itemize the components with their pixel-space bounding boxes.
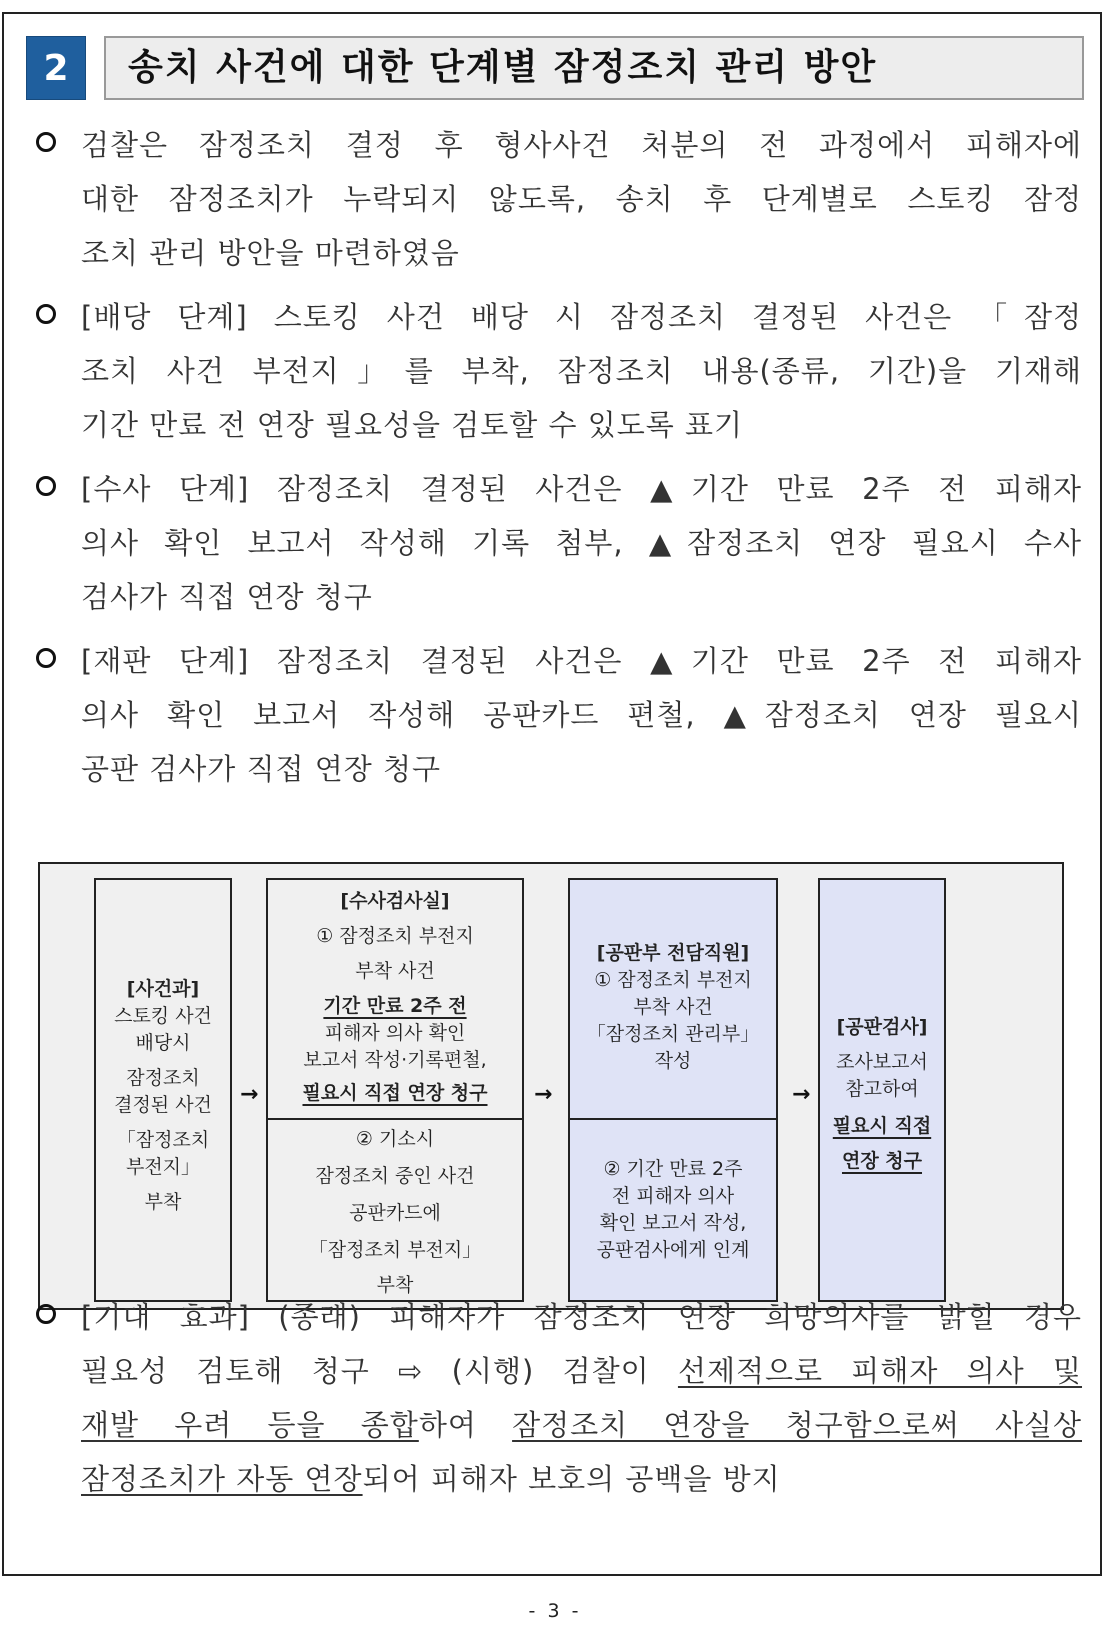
paragraph-line: 의사 확인 보고서 작성해 공판카드 편철, ▲잠정조치 연장 필요시 — [81, 698, 1082, 732]
section-number: 2 — [26, 36, 86, 100]
box-divider — [570, 1118, 776, 1120]
box-line: 보고서 작성·기록편철, — [303, 1049, 487, 1071]
paragraph-line: 검사가 직접 연장 청구 — [81, 580, 373, 614]
bullet-paragraph-investigation-stage — [36, 462, 1082, 624]
box-line: 「잠정조치 관리부」 — [586, 1023, 760, 1045]
circle-bullet-icon — [36, 1304, 56, 1324]
paragraph-line: [배당 단계] 스토킹 사건 배당 시 잠정조치 결정된 사건은 「잠정 — [81, 300, 1082, 334]
paragraph-line: 검찰은 잠정조치 결정 후 형사사건 처분의 전 과정에서 피해자에 — [81, 128, 1082, 162]
arrow-right-icon: → — [534, 1082, 553, 1107]
section-title: 송치 사건에 대한 단계별 잠정조치 관리 방안 — [104, 36, 1084, 100]
box-line: 부착 — [376, 1274, 414, 1296]
bullet-paragraph-assignment-stage — [36, 290, 1082, 452]
paragraph-line: 조치 관리 방안을 마련하였음 — [81, 236, 460, 270]
box-title: [수사검사실] — [340, 890, 450, 912]
box-line: 「잠정조치 부전지」 — [308, 1239, 482, 1261]
trial-prosecutor-box — [818, 878, 946, 1302]
box-line: ② 기간 만료 2주 — [603, 1158, 743, 1180]
bullet-paragraph-expected-effect — [36, 1290, 1082, 1506]
box-line-emphasis: 기간 만료 2주 전 — [323, 995, 467, 1017]
box-line: 배당시 — [135, 1032, 191, 1054]
paragraph-line: [재판 단계] 잠정조치 결정된 사건은 ▲기간 만료 2주 전 피해자 — [81, 644, 1082, 678]
box-line: 피해자 의사 확인 — [324, 1022, 466, 1044]
box-line: 공판검사에게 인계 — [596, 1239, 750, 1261]
paragraph-line: [기대 효과] (종래) 피해자가 잠정조치 연장 희망의사를 밝힐 경우 — [81, 1300, 1082, 1334]
circle-bullet-icon — [36, 304, 56, 324]
underlined-text: 선제적으로 피해자 의사 및 — [677, 1354, 1083, 1388]
circle-bullet-icon — [36, 476, 56, 496]
box-line: 작성 — [654, 1050, 692, 1072]
section-header — [26, 36, 1084, 100]
box-line: 전 피해자 의사 — [611, 1185, 735, 1207]
process-diagram — [38, 862, 1064, 1310]
box-line: 확인 보고서 작성, — [599, 1212, 747, 1234]
box-line: ② 기소시 — [355, 1128, 435, 1150]
arrow-right-icon: → — [792, 1082, 811, 1107]
box-line-emphasis: 필요시 직접 — [832, 1115, 932, 1137]
box-line: 「잠정조치 — [116, 1129, 210, 1151]
bullet-paragraph-intro — [36, 118, 1082, 280]
box-title: [사건과] — [126, 978, 200, 1000]
paragraph-line: 조치 사건 부전지」를 부착, 잠정조치 내용(종류, 기간)을 기재해 — [81, 354, 1082, 388]
paragraph-line: [수사 단계] 잠정조치 결정된 사건은 ▲기간 만료 2주 전 피해자 — [81, 472, 1082, 506]
circle-bullet-icon — [36, 648, 56, 668]
box-line: ① 잠정조치 부전지 — [594, 969, 752, 991]
circle-bullet-icon — [36, 132, 56, 152]
underlined-text: 잠정조치가 자동 연장 — [81, 1462, 363, 1496]
box-line: 부착 사건 — [633, 996, 713, 1018]
box-line: 잠정조치 중인 사건 — [315, 1165, 475, 1187]
box-line: 부착 — [144, 1191, 182, 1213]
investigation-prosecutor-box — [266, 878, 524, 1302]
box-line: 스토킹 사건 — [114, 1005, 212, 1027]
paragraph-line: 잠정조치가 자동 연장되어 피해자 보호의 공백을 방지 — [81, 1462, 781, 1496]
box-line: ① 잠정조치 부전지 — [316, 925, 474, 947]
page-number: - 3 - — [528, 1600, 582, 1622]
box-line: 부전지」 — [125, 1156, 201, 1178]
box-title: [공판부 전담직원] — [596, 942, 750, 964]
box-title: [공판검사] — [836, 1016, 928, 1038]
arrow-right-icon: → — [240, 1082, 259, 1107]
box-line-emphasis: 필요시 직접 연장 청구 — [302, 1082, 488, 1104]
box-line: 참고하여 — [845, 1078, 919, 1100]
paragraph-line: 기간 만료 전 연장 필요성을 검토할 수 있도록 표기 — [81, 408, 744, 442]
trial-staff-box — [568, 878, 778, 1302]
paragraph-line: 의사 확인 보고서 작성해 기록 첨부, ▲잠정조치 연장 필요시 수사 — [81, 526, 1082, 560]
case-division-box — [94, 878, 232, 1302]
paragraph-line: 필요성 검토해 청구 ⇨ (시행) 검찰이 선제적으로 피해자 의사 및 — [81, 1354, 1083, 1388]
bullet-paragraph-trial-stage — [36, 634, 1082, 796]
paragraph-line: 재발 우려 등을 종합하여 잠정조치 연장을 청구함으로써 사실상 — [81, 1408, 1082, 1442]
box-divider — [268, 1118, 522, 1120]
underlined-text: 재발 우려 등을 종합 — [81, 1408, 419, 1442]
paragraph-line: 대한 잠정조치가 누락되지 않도록, 송치 후 단계별로 스토킹 잠정 — [81, 182, 1082, 216]
underlined-text: 잠정조치 연장을 청구함으로써 사실상 — [512, 1408, 1082, 1442]
box-line-emphasis: 연장 청구 — [841, 1150, 923, 1172]
box-line: 잠정조치 — [126, 1067, 200, 1089]
paragraph-line: 공판 검사가 직접 연장 청구 — [81, 752, 442, 786]
box-line: 부착 사건 — [355, 960, 435, 982]
box-line: 조사보고서 — [836, 1051, 928, 1073]
box-line: 공판카드에 — [349, 1202, 441, 1224]
box-line: 결정된 사건 — [114, 1094, 212, 1116]
